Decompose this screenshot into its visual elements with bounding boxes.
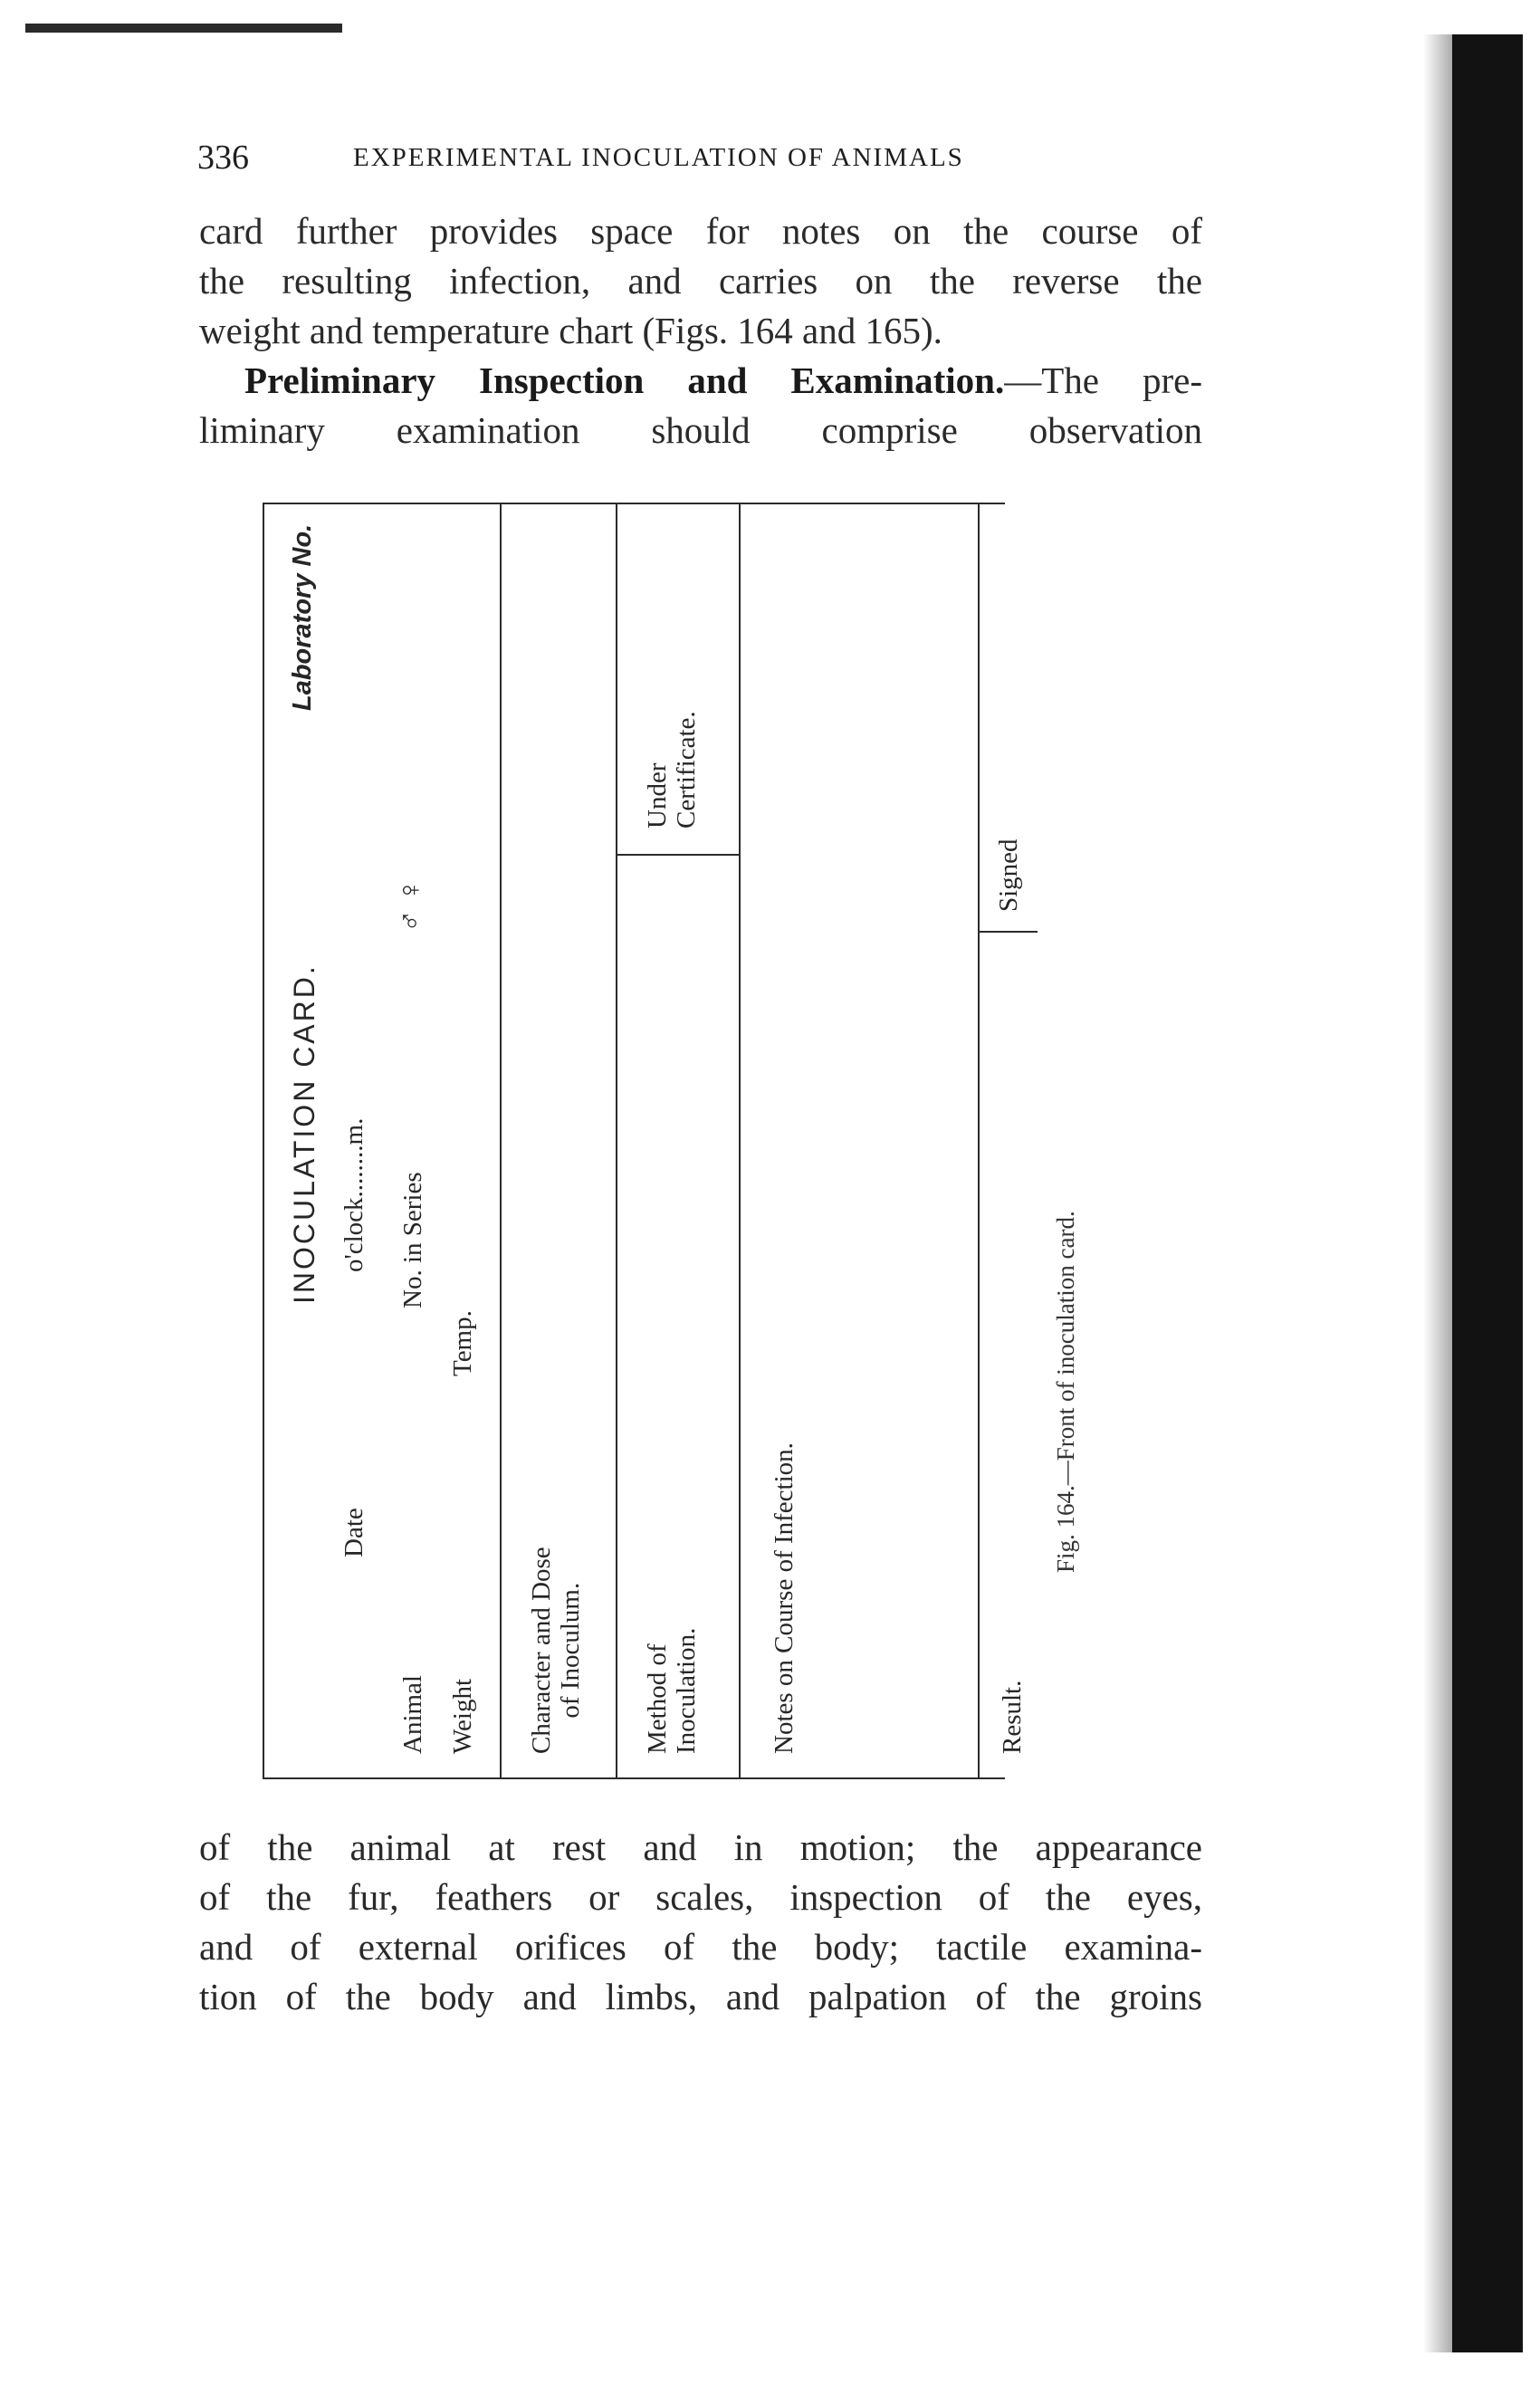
notes-label: Notes on Course of Infection.: [770, 1442, 799, 1754]
inoculation-card: [263, 503, 1088, 1779]
signed-label: Signed: [994, 838, 1023, 912]
outro-paragraph: [199, 1823, 1202, 2022]
text-line: weight and temperature chart (Figs. 164 and 165).: [199, 310, 942, 351]
under-certificate-label: Under Certificate.: [643, 711, 701, 829]
text-line: of the fur, feathers or scales, inspection of the eyes,: [199, 1876, 1202, 1918]
card-title: INOCULATION CARD.: [288, 963, 320, 1304]
character-dose-label: Character and Dose of Inoculum.: [527, 1547, 585, 1754]
sex-symbols: ♂ ♀: [394, 878, 427, 933]
oclock-label: o'clock........m.: [340, 1117, 368, 1272]
animal-label: Animal: [398, 1675, 427, 1754]
page-edge-shadow: [1423, 34, 1454, 2352]
divider-notes: [978, 503, 980, 1779]
intro-paragraph: [199, 206, 1202, 455]
signed-rule: [980, 931, 1038, 933]
certificate-rule: [617, 854, 739, 856]
no-in-series-label: No. in Series: [398, 1172, 427, 1308]
card-border-left: [263, 1777, 1005, 1779]
result-label: Result.: [998, 1680, 1027, 1754]
card-border-right: [263, 503, 1005, 504]
card-border-top: [263, 503, 264, 1779]
section-heading: Preliminary Inspection and Examination.: [244, 359, 1005, 401]
divider-inoculum: [616, 503, 617, 1779]
method-label: Method of Inoculation.: [643, 1627, 701, 1754]
text-line: of the animal at rest and in motion; the appearance: [199, 1826, 1202, 1868]
laboratory-no-label: Laboratory No.: [288, 523, 317, 711]
temp-label: Temp.: [448, 1310, 477, 1376]
running-title: EXPERIMENTAL INOCULATION OF ANIMALS: [353, 143, 964, 172]
figure-inoculation-card: [263, 503, 1088, 1779]
section-text: —The pre-: [1004, 359, 1202, 401]
text-line: and of external orifices of the body; tactile examina-: [199, 1926, 1202, 1968]
section-line: [199, 356, 1202, 406]
page-top-rule: [25, 24, 342, 33]
text-line: liminary examination should comprise observation: [199, 409, 1202, 451]
text-line: the resulting infection, and carries on the reverse the: [199, 260, 1202, 302]
divider-method: [739, 503, 741, 1779]
running-head: [197, 138, 1202, 177]
date-label: Date: [340, 1508, 368, 1557]
divider-header: [500, 503, 502, 1779]
weight-label: Weight: [448, 1678, 477, 1754]
text-line: card further provides space for notes on the course of: [199, 210, 1202, 252]
text-line: tion of the body and limbs, and palpation of the groins: [199, 1976, 1202, 2017]
page-edge: [1452, 34, 1523, 2352]
figure-caption: Fig. 164.—Front of inoculation card.: [1052, 1211, 1079, 1573]
page-number: 336: [197, 139, 249, 177]
